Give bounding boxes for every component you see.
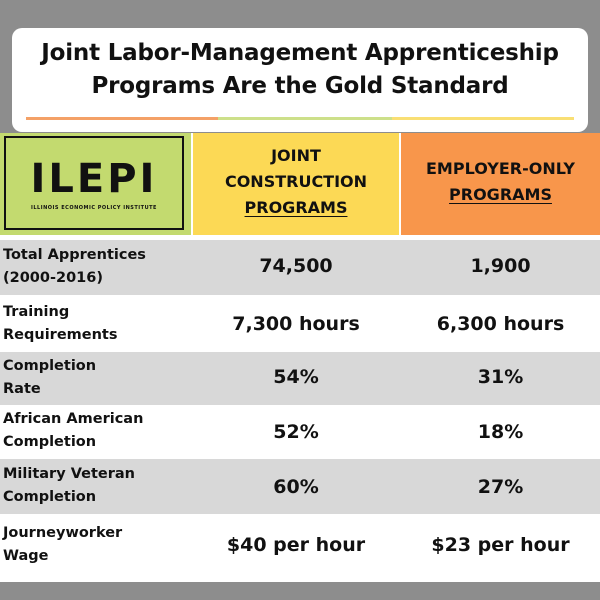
table-row bbox=[0, 295, 600, 352]
row-label-line-1: Military Veteran bbox=[3, 466, 135, 482]
employer-programs-header bbox=[401, 133, 600, 235]
joint-value: $40 per hour bbox=[226, 534, 366, 556]
comparison-table bbox=[0, 133, 600, 582]
row-label-line-1: Completion bbox=[3, 358, 97, 374]
ilepi-logo bbox=[4, 136, 184, 230]
divider-yellow bbox=[392, 117, 574, 120]
divider-green bbox=[218, 117, 392, 120]
row-label-line-1: African American bbox=[3, 411, 144, 427]
table-row bbox=[0, 352, 600, 405]
row-label-line-2: Rate bbox=[3, 381, 41, 397]
joint-value: 52% bbox=[273, 421, 319, 443]
row-label-line-2: Requirements bbox=[3, 327, 118, 343]
row-label-line-2: Wage bbox=[3, 548, 49, 564]
row-label-line-2: Completion bbox=[3, 489, 97, 505]
joint-value: 7,300 hours bbox=[232, 313, 360, 335]
joint-header-line-3: PROGRAMS bbox=[244, 198, 348, 217]
joint-programs-header bbox=[193, 133, 399, 235]
employer-value: 18% bbox=[477, 421, 524, 443]
employer-header-line-1: EMPLOYER-ONLY bbox=[426, 159, 575, 178]
row-label-line-1: Total Apprentices bbox=[3, 247, 146, 263]
employer-value: 31% bbox=[477, 366, 524, 388]
joint-value: 54% bbox=[273, 366, 319, 388]
employer-header-line-2: PROGRAMS bbox=[449, 185, 552, 204]
row-label-line-2: (2000-2016) bbox=[3, 270, 103, 286]
logo-subtitle: ILLINOIS ECONOMIC POLICY INSTITUTE bbox=[31, 205, 157, 211]
employer-value: $23 per hour bbox=[431, 534, 570, 556]
logo-cell bbox=[0, 133, 191, 235]
title-card bbox=[12, 28, 588, 132]
table-row bbox=[0, 405, 600, 459]
joint-value: 74,500 bbox=[259, 255, 333, 277]
employer-value: 6,300 hours bbox=[436, 313, 565, 335]
table-row bbox=[0, 514, 600, 582]
row-label-line-2: Completion bbox=[3, 434, 97, 450]
employer-value: 1,900 bbox=[470, 255, 531, 277]
joint-header-line-1: JOINT bbox=[271, 146, 321, 165]
row-label-line-1: Training bbox=[3, 304, 70, 320]
title-line-1: Joint Labor-Management Apprenticeship bbox=[41, 40, 559, 66]
joint-header-line-2: CONSTRUCTION bbox=[224, 172, 368, 191]
joint-value: 60% bbox=[273, 476, 319, 498]
table-row bbox=[0, 240, 600, 295]
table-row bbox=[0, 459, 600, 514]
employer-value: 27% bbox=[477, 476, 524, 498]
logo-wordmark: ILEPI bbox=[30, 156, 158, 202]
title-line-2: Programs Are the Gold Standard bbox=[91, 73, 509, 99]
divider-orange bbox=[26, 117, 218, 120]
row-label-line-1: Journeyworker bbox=[3, 525, 123, 541]
